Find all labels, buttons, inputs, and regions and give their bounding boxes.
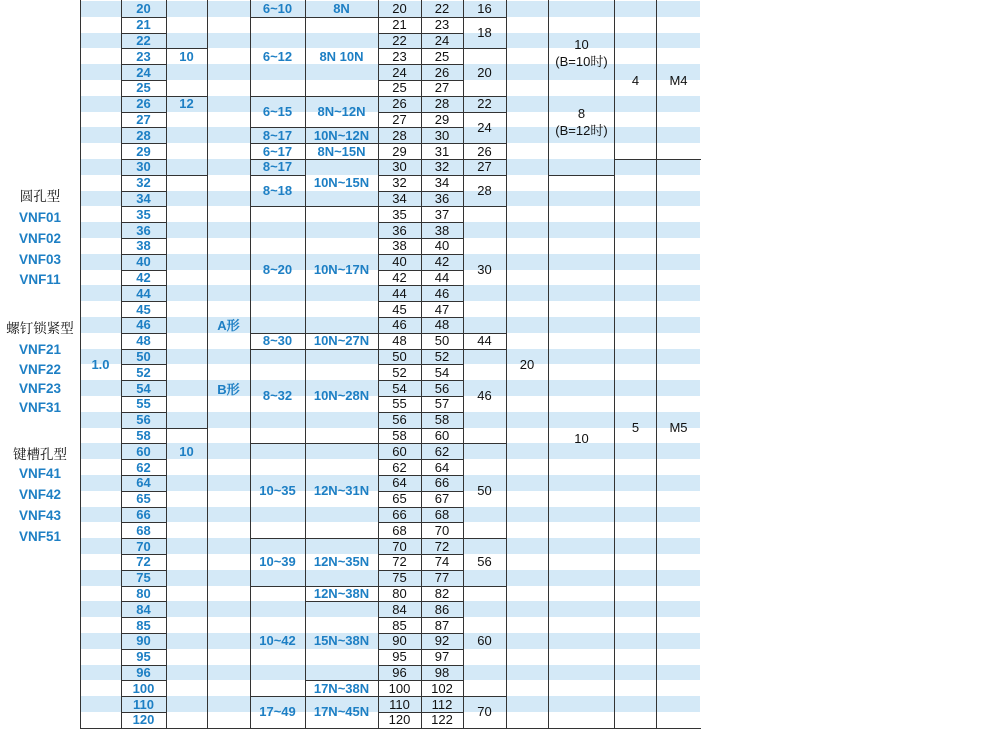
col-j-cell: 122 [431, 712, 453, 728]
col-i-cell: 27 [392, 111, 407, 127]
col-j-cell: 48 [434, 317, 450, 333]
size-cell: 22 [136, 32, 151, 48]
col-j-cell: 31 [434, 143, 450, 159]
size-cell: 90 [136, 633, 151, 649]
col-i-cell: 48 [392, 333, 407, 349]
size-cell: 68 [136, 522, 151, 538]
v-rule [656, 0, 657, 728]
size-cell: 110 [133, 696, 154, 712]
v-rule [207, 0, 208, 728]
col-i-cell: 62 [392, 459, 407, 475]
col-k-cell: 20 [477, 64, 492, 80]
series-group-label: 圆孔型 [19, 189, 61, 204]
col-k-cell: 56 [477, 554, 492, 570]
col-i-cell: 52 [392, 364, 407, 380]
size-cell: 29 [136, 143, 151, 159]
col-j-cell: 60 [434, 427, 450, 443]
col-h-cell: 8N [333, 1, 350, 17]
size-cell: 32 [136, 175, 151, 191]
col-j-cell: 28 [434, 96, 450, 112]
size-cell: 30 [136, 159, 151, 175]
col-i-cell: 54 [392, 380, 407, 396]
col-j-cell: 50 [434, 333, 450, 349]
col-i-cell: 110 [389, 696, 410, 712]
col-h-cell: 12N~35N [313, 554, 370, 570]
col-h-cell: 17N~45N [313, 704, 370, 720]
col-i-cell: 58 [392, 427, 407, 443]
col-o-top: M4 [669, 72, 688, 88]
size-cell: 23 [136, 48, 151, 64]
col-i-cell: 90 [392, 633, 407, 649]
col-k-cell: 30 [477, 262, 492, 278]
size-cell: 46 [136, 317, 151, 333]
col-g-cell: 6~10 [262, 1, 293, 17]
col-j-cell: 24 [434, 32, 450, 48]
col-m-top-a-value: 10 [574, 37, 589, 52]
size-cell: 84 [136, 601, 151, 617]
col-j-cell: 62 [434, 443, 450, 459]
col-m-top-b-value: 8 [577, 106, 586, 121]
series-code: VNF22 [18, 361, 62, 377]
size-cell: 40 [136, 254, 151, 270]
size-cell: 72 [136, 554, 151, 570]
size-cell: 26 [136, 96, 151, 112]
col-g-cell: 6~17 [262, 143, 293, 159]
col-j-cell: 66 [434, 475, 450, 491]
col-e-cell: 12 [179, 96, 194, 112]
col-j-cell: 38 [434, 222, 450, 238]
col-i-cell: 100 [388, 680, 411, 696]
col-f-cell: B形 [217, 381, 240, 397]
col-h-cell: 12N~38N [313, 585, 370, 601]
size-cell: 95 [136, 649, 151, 665]
size-cell: 66 [136, 506, 151, 522]
series-code: VNF01 [18, 209, 62, 225]
col-k-cell: 27 [477, 159, 492, 175]
col-j-cell: 32 [434, 159, 450, 175]
series-code: VNF11 [19, 271, 61, 287]
size-cell: 42 [136, 269, 151, 285]
col-i-cell: 36 [392, 222, 407, 238]
col-i-cell: 20 [392, 1, 407, 17]
col-i-cell: 85 [392, 617, 407, 633]
h-rule [614, 159, 701, 160]
col-j-cell: 44 [434, 269, 450, 285]
col-j-cell: 47 [434, 301, 450, 317]
size-cell: 80 [136, 585, 151, 601]
size-cell: 120 [132, 712, 155, 728]
col-m-bottom: 10 [574, 430, 589, 446]
col-k-cell: 22 [477, 96, 492, 112]
size-cell: 96 [136, 664, 151, 680]
col-i-cell: 26 [392, 96, 407, 112]
col-j-cell: 30 [434, 127, 450, 143]
col-h-cell: 12N~31N [313, 483, 370, 499]
col-i-cell: 24 [392, 64, 407, 80]
col-h-cell: 10N~27N [313, 333, 370, 349]
size-cell: 44 [136, 285, 151, 301]
col-i-cell: 65 [392, 491, 407, 507]
col-j-cell: 36 [434, 190, 450, 206]
size-cell: 25 [136, 80, 151, 96]
col-k-cell: 28 [477, 183, 492, 199]
col-j-cell: 26 [434, 64, 450, 80]
col-m-top-b [549, 102, 614, 142]
col-j-cell: 27 [434, 80, 450, 96]
col-i-cell: 96 [392, 664, 407, 680]
col-k-cell: 60 [477, 633, 492, 649]
col-k-cell: 24 [477, 119, 492, 135]
col-k-cell: 46 [477, 388, 492, 404]
col-g-cell: 6~12 [262, 48, 293, 64]
col-i-cell: 42 [392, 269, 407, 285]
col-j-cell: 25 [434, 48, 450, 64]
series-code: VNF02 [18, 230, 62, 246]
series-code: VNF21 [18, 341, 62, 357]
size-cell: 85 [136, 617, 151, 633]
col-j-cell: 40 [434, 238, 450, 254]
size-cell: 38 [136, 238, 151, 254]
size-cell: 28 [136, 127, 151, 143]
col-i-cell: 56 [392, 412, 407, 428]
col-j-cell: 37 [434, 206, 450, 222]
col-g-cell: 6~15 [262, 104, 293, 120]
col-i-cell: 23 [392, 48, 407, 64]
col-j-cell: 92 [434, 633, 450, 649]
col-j-cell: 87 [434, 617, 450, 633]
col-j-cell: 56 [434, 380, 450, 396]
col-g-cell: 10~42 [259, 633, 296, 649]
series-group-label: 螺钉锁紧型 [6, 321, 74, 336]
col-n-bottom: 5 [631, 419, 640, 435]
size-cell: 24 [136, 64, 151, 80]
col-j-cell: 57 [434, 396, 450, 412]
col-i-cell: 95 [392, 649, 407, 665]
col-j-cell: 58 [434, 412, 450, 428]
col-k-cell: 70 [477, 704, 492, 720]
size-cell: 75 [136, 570, 151, 586]
col-i-cell: 35 [392, 206, 407, 222]
v-rule [614, 0, 615, 728]
col-k-cell: 16 [477, 1, 492, 17]
col-g-cell: 10~35 [259, 483, 296, 499]
col-k-cell: 18 [477, 25, 492, 41]
col-h-cell: 17N~38N [313, 680, 370, 696]
col-h-cell: 10N~12N [313, 127, 370, 143]
col-i-cell: 64 [392, 475, 407, 491]
col-i-cell: 30 [392, 159, 407, 175]
col-m-top-a-note: (B=10时) [555, 54, 608, 69]
col-o-bottom: M5 [669, 419, 688, 435]
col-j-cell: 22 [434, 1, 450, 17]
col-h-cell: 8N 10N [319, 48, 364, 64]
col-h-cell: 10N~17N [313, 262, 370, 278]
col-j-cell: 86 [434, 601, 450, 617]
col-j-cell: 46 [434, 285, 450, 301]
size-cell: 50 [136, 348, 151, 364]
col-j-cell: 67 [434, 491, 450, 507]
col-m-top-a [549, 33, 614, 73]
series-code: VNF51 [18, 528, 62, 544]
col-j-cell: 102 [431, 680, 453, 696]
col-j-cell: 29 [434, 111, 450, 127]
h-rule [548, 175, 615, 176]
series-group-label: 键槽孔型 [13, 447, 67, 462]
col-i-cell: 28 [392, 127, 407, 143]
size-cell: 20 [136, 1, 151, 17]
col-j-cell: 72 [434, 538, 450, 554]
col-k-cell: 44 [477, 333, 492, 349]
col-j-cell: 52 [434, 348, 450, 364]
col-h-cell: 10N~15N [313, 175, 370, 191]
size-cell: 62 [136, 459, 151, 475]
col-g-cell: 8~20 [262, 262, 293, 278]
size-cell: 58 [136, 427, 151, 443]
col-g-cell: 8~17 [262, 127, 293, 143]
size-cell: 27 [136, 111, 151, 127]
col-j-cell: 34 [434, 175, 450, 191]
col-j-cell: 64 [434, 459, 450, 475]
col-g-cell: 8~17 [262, 159, 293, 175]
col-i-cell: 22 [392, 32, 407, 48]
col-i-cell: 46 [392, 317, 407, 333]
col-j-cell: 97 [434, 649, 450, 665]
col-k-cell: 26 [477, 143, 492, 159]
col-i-cell: 70 [392, 538, 407, 554]
col-i-cell: 32 [392, 175, 407, 191]
size-cell: 100 [132, 680, 155, 696]
size-cell: 65 [136, 491, 151, 507]
col-h-cell: 8N~15N [317, 143, 366, 159]
col-i-cell: 40 [392, 254, 407, 270]
col-i-cell: 84 [392, 601, 407, 617]
size-cell: 60 [136, 443, 151, 459]
size-cell: 52 [136, 364, 151, 380]
col-j-cell: 23 [434, 17, 450, 33]
col-g-cell: 8~30 [262, 333, 293, 349]
col-k-cell: 50 [477, 483, 492, 499]
col-i-cell: 50 [392, 348, 407, 364]
size-cell: 54 [136, 380, 151, 396]
col-g-cell: 10~39 [259, 554, 296, 570]
series-code: VNF23 [18, 380, 62, 396]
size-cell: 64 [136, 475, 151, 491]
col-c-value: 1.0 [91, 356, 110, 372]
col-i-cell: 120 [388, 712, 411, 728]
col-i-cell: 80 [392, 585, 407, 601]
col-j-cell: 112 [431, 696, 453, 712]
col-i-cell: 55 [392, 396, 407, 412]
h-rule [166, 428, 208, 429]
size-cell: 70 [136, 538, 151, 554]
size-cell: 45 [136, 301, 151, 317]
h-rule [166, 175, 208, 176]
col-i-cell: 72 [392, 554, 407, 570]
col-i-cell: 66 [392, 506, 407, 522]
series-code: VNF31 [18, 399, 62, 415]
col-i-cell: 38 [392, 238, 407, 254]
size-cell: 34 [136, 190, 151, 206]
col-i-cell: 29 [392, 143, 407, 159]
col-j-cell: 98 [434, 664, 450, 680]
col-i-cell: 75 [392, 570, 407, 586]
size-cell: 21 [136, 17, 151, 33]
size-cell: 55 [136, 396, 151, 412]
col-i-cell: 44 [392, 285, 407, 301]
col-f-cell: A形 [217, 318, 240, 334]
size-cell: 36 [136, 222, 151, 238]
col-j-cell: 77 [434, 570, 450, 586]
col-i-cell: 68 [392, 522, 407, 538]
col-g-cell: 8~32 [262, 388, 293, 404]
col-h-cell: 8N~12N [317, 104, 366, 120]
col-l-value: 20 [519, 356, 535, 372]
col-i-cell: 25 [392, 80, 407, 96]
col-j-cell: 68 [434, 506, 450, 522]
series-code: VNF03 [18, 251, 62, 267]
col-i-cell: 34 [392, 190, 407, 206]
col-i-cell: 21 [392, 17, 407, 33]
col-n-top: 4 [631, 72, 640, 88]
series-code: VNF41 [18, 465, 62, 481]
col-g-cell: 8~18 [262, 183, 293, 199]
col-e-cell: 10 [179, 443, 194, 459]
col-j-cell: 74 [434, 554, 450, 570]
series-code: VNF43 [18, 507, 62, 523]
col-j-cell: 82 [434, 585, 450, 601]
size-cell: 48 [136, 333, 151, 349]
col-i-cell: 45 [392, 301, 407, 317]
size-cell: 56 [136, 412, 151, 428]
col-m-top-b-note: (B=12时) [555, 123, 608, 138]
col-j-cell: 42 [434, 254, 450, 270]
col-g-cell: 17~49 [259, 704, 296, 720]
series-code: VNF42 [18, 486, 62, 502]
size-cell: 35 [136, 206, 151, 222]
col-h-cell: 15N~38N [313, 633, 370, 649]
col-j-cell: 54 [434, 364, 450, 380]
col-j-cell: 70 [434, 522, 450, 538]
col-i-cell: 60 [392, 443, 407, 459]
col-h-cell: 10N~28N [313, 388, 370, 404]
col-e-cell: 10 [179, 48, 194, 64]
